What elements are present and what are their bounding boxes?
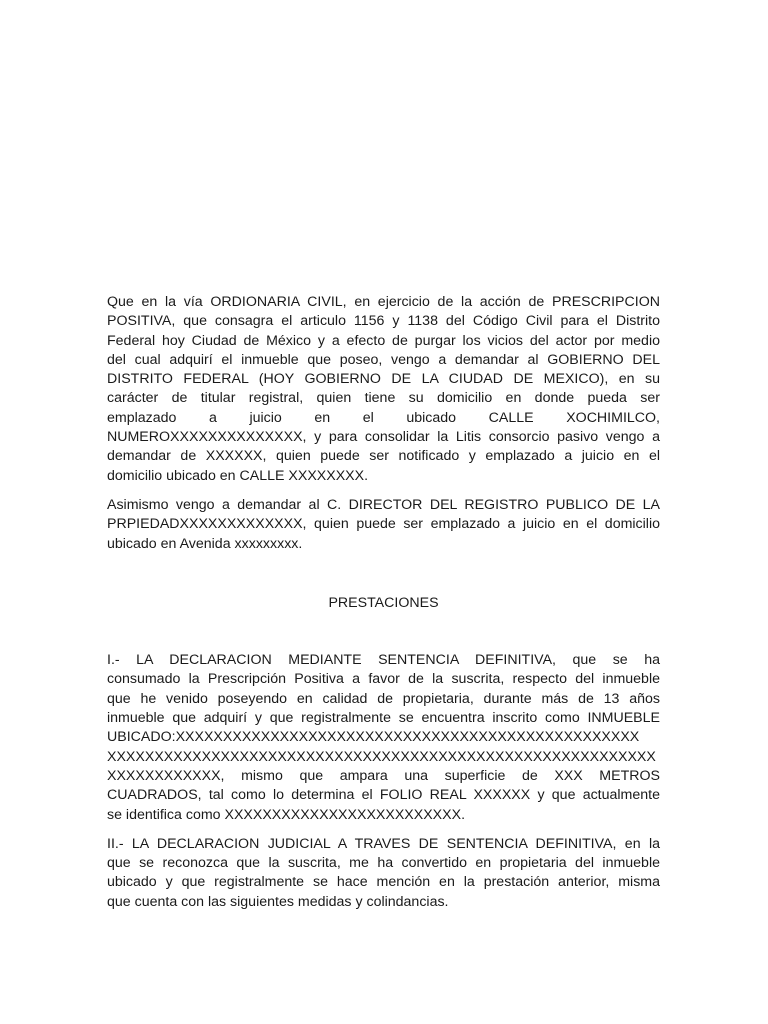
text-line: I.- LA DECLARACION MEDIANTE SENTENCIA DEFINITIVA, que se ha (107, 652, 660, 669)
text-line: PRPIEDADXXXXXXXXXXXXX, quien puede ser emplazado a juicio en el domicilio (107, 516, 660, 533)
paragraph-prestacion-2 (107, 835, 660, 912)
text-line: inmueble que adquirí y que registralmente se encuentra inscrito como INMUEBLE (107, 710, 660, 727)
document-body (107, 293, 660, 922)
text-line: domicilio ubicado en CALLE XXXXXXXX. (107, 467, 369, 484)
text-line: Asimismo vengo a demandar al C. DIRECTOR DEL REGISTRO PUBLICO DE LA (107, 496, 660, 513)
paragraph-demand-registry (107, 496, 660, 554)
text-line: CUADRADOS, tal como lo determina el FOLIO REAL XXXXXX y que actualmente (107, 787, 660, 804)
section-heading-prestaciones: PRESTACIONES (328, 594, 439, 611)
text-line: XXXXXXXXXXXX, mismo que ampara una superficie de XXX METROS (107, 767, 660, 784)
paragraph-demand-government (107, 293, 660, 486)
text-line: demandar de XXXXXX, quien puede ser notificado y emplazado a juicio en el (107, 448, 660, 465)
paragraph-prestacion-1 (107, 651, 660, 825)
text-line: POSITIVA, que consagra el articulo 1156 y 1138 del Código Civil para el Distrito (107, 313, 660, 330)
text-line: NUMEROXXXXXXXXXXXXXX, y para consolidar la Litis consorcio pasivo vengo a (107, 429, 660, 446)
text-line: ubicado en Avenida xxxxxxxxx. (107, 535, 303, 552)
text-line: carácter de titular registral, quien tiene su domicilio en donde pueda ser (107, 390, 660, 407)
text-line: que se reconozca que la suscrita, me ha convertido en propietaria del inmueble (107, 855, 660, 872)
text-line: II.- LA DECLARACION JUDICIAL A TRAVES DE SENTENCIA DEFINITIVA, en la (107, 835, 660, 852)
text-line: XXXXXXXXXXXXXXXXXXXXXXXXXXXXXXXXXXXXXXXXXXXXXXXXXXXXXXXXXX (107, 748, 656, 765)
text-line: DISTRITO FEDERAL (HOY GOBIERNO DE LA CIUDAD DE MEXICO), en su (107, 371, 660, 388)
text-line: que cuenta con las siguientes medidas y colindancias. (107, 893, 449, 910)
text-line: que he venido poseyendo en calidad de propietaria, durante más de 13 años (107, 690, 660, 707)
text-line: Que en la vía ORDIONARIA CIVIL, en ejercicio de la acción de PRESCRIPCION (107, 294, 660, 310)
text-line: Federal hoy Ciudad de México y a efecto de purgar los vicios del actor por medio (107, 332, 660, 349)
text-line: consumado la Prescripción Positiva a favor de la suscrita, respecto del inmueble (107, 671, 660, 688)
text-line: del cual adquirí el inmueble que poseo, vengo a demandar al GOBIERNO DEL (107, 351, 660, 368)
text-line: ubicado y que registralmente se hace mención en la prestación anterior, misma (107, 874, 660, 891)
text-line: UBICADO:XXXXXXXXXXXXXXXXXXXXXXXXXXXXXXXXXXXXXXXXXXXXXXXXX (107, 729, 640, 746)
text-line: emplazado a juicio en el ubicado CALLE XOCHIMILCO, (107, 409, 660, 426)
text-line: se identifica como XXXXXXXXXXXXXXXXXXXXXXXXX. (107, 806, 466, 823)
